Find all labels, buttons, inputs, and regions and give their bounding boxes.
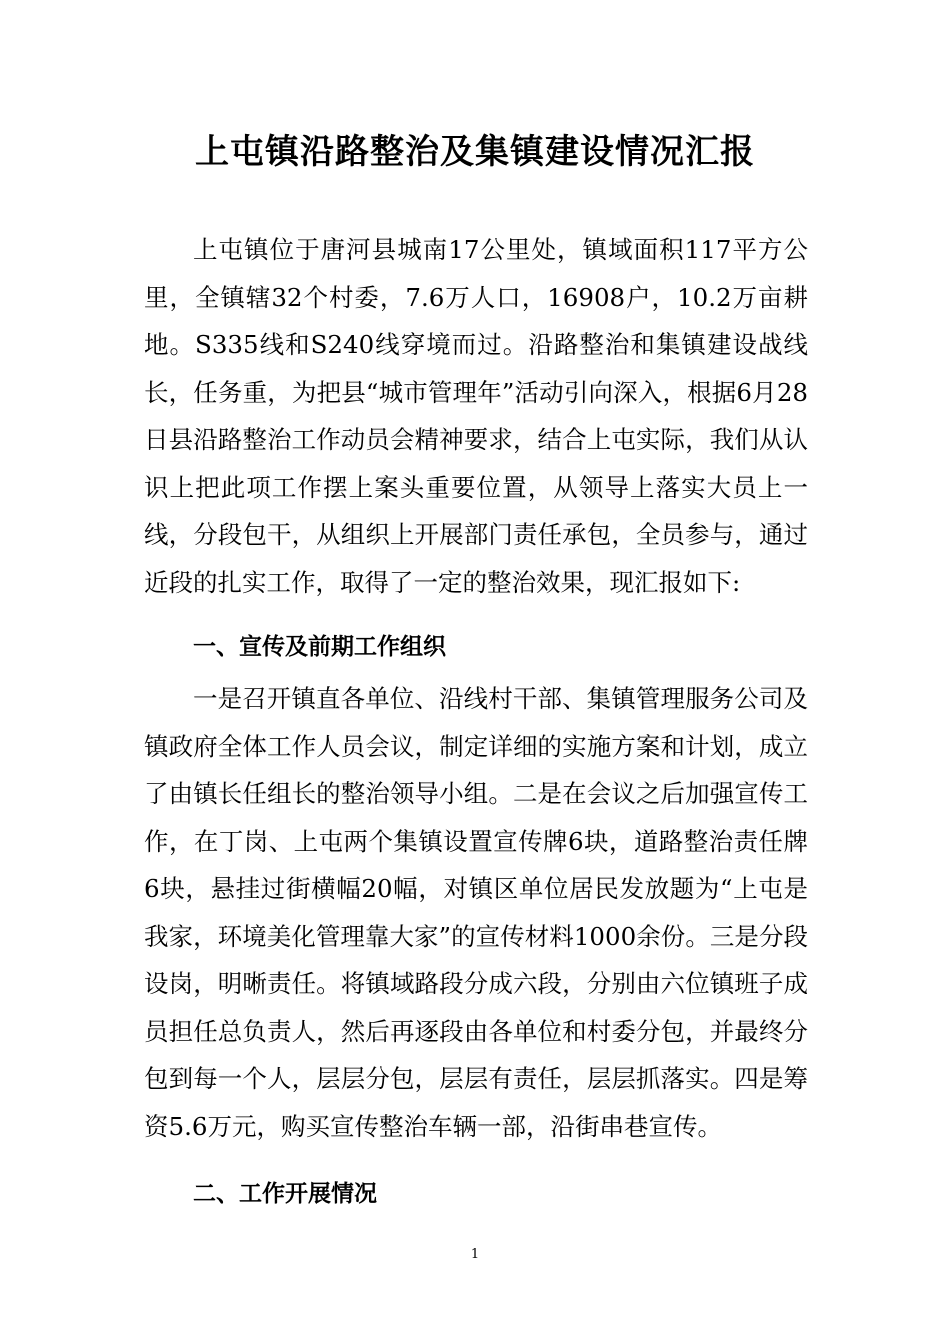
section-1-paragraph: 一是召开镇直各单位、沿线村干部、集镇管理服务公司及镇政府全体工作人员会议，制定详细的实施方案和计划，成立了由镇长任组长的整治领导小组。二是在会议之后加强宣传工作，在丁岗、上屯两个集镇设置宣传牌6块，道路整治责任牌6块，悬挂过街横幅20幅，对镇区单位居民发放题为“上屯是我家，环境美化管理靠大家”的宣传材料1000余份。三是分段设岗，明晰责任。将镇域路段分成六段，分别由六位镇班子成员担任总负责人，然后再逐段由各单位和村委分包，并最终分包到每一个人，层层分包，层层有责任，层层抓落实。四是筹资5.6万元，购买宣传整治车辆一部，沿街串巷宣传。 xyxy=(144,684,808,1141)
document-title: 上屯镇沿路整治及集镇建设情况汇报 xyxy=(195,132,755,172)
section-heading-2: 二、工作开展情况 xyxy=(193,1181,377,1207)
intro-paragraph: 上屯镇位于唐河县城南17公里处，镇域面积117平方公里，全镇辖32个村委，7.6万人口，16908户，10.2万亩耕地。S335线和S240线穿境而过。沿路整治和集镇建设战线长，任务重，为把县“城市管理年”活动引向深入，根据6月28日县沿路整治工作动员会精神要求，结合上屯实际，我们从认识上把此项工作摆上案头重要位置，从领导上落实大员上一线，分段包干，从组织上开展部门责任承包，全员参与，通过近段的扎实工作，取得了一定的整治效果，现汇报如下: xyxy=(144,235,808,597)
page-number: 1 xyxy=(470,1247,480,1262)
section-heading-1: 一、宣传及前期工作组织 xyxy=(193,634,446,660)
